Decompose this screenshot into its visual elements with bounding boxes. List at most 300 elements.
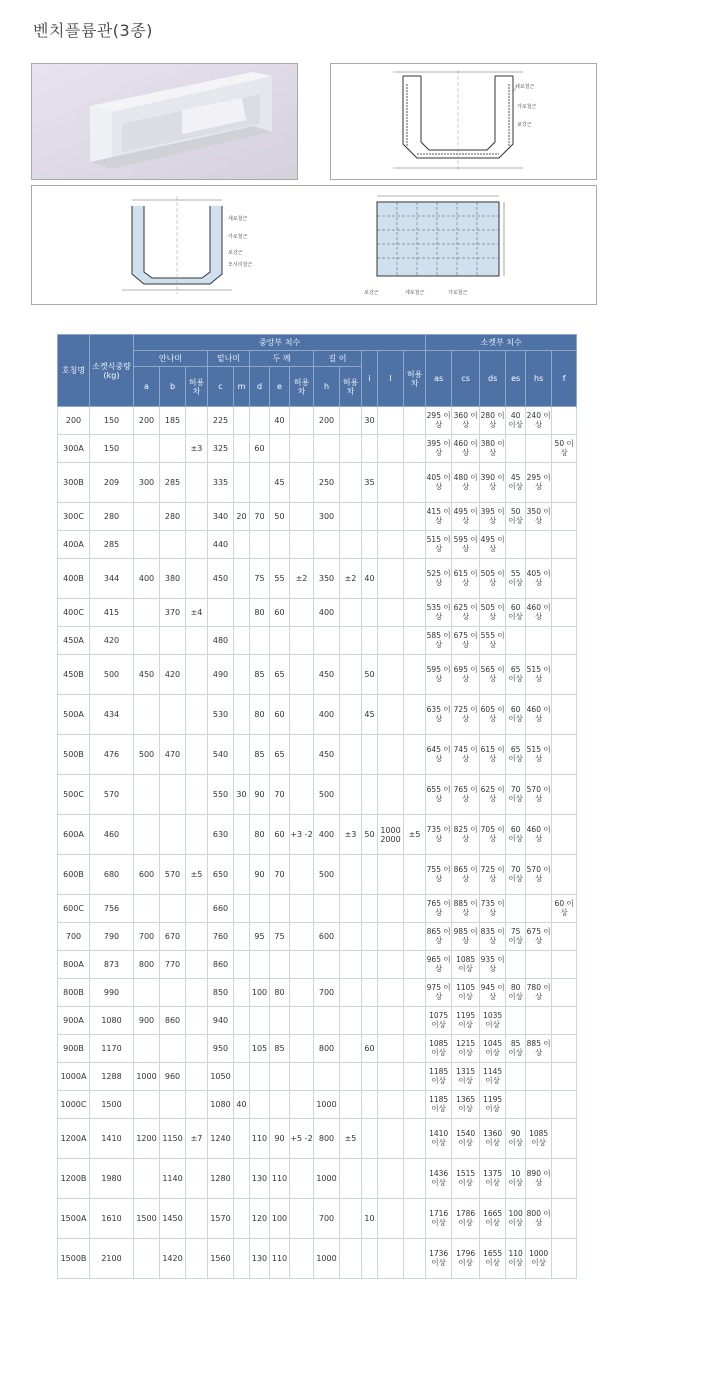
table-cell: 400: [314, 695, 340, 735]
table-cell: 90: [250, 775, 270, 815]
table-row: [58, 735, 577, 775]
label-reinforcement: 보강근: [517, 122, 532, 128]
table-cell: 200: [314, 407, 340, 435]
table-row: [58, 1199, 577, 1239]
table-cell: [404, 855, 426, 895]
table-cell: 500B: [58, 735, 90, 775]
header-f: f: [552, 351, 577, 407]
table-cell: 1000A: [58, 1063, 90, 1091]
table-cell: 70: [270, 775, 290, 815]
table-cell: [250, 531, 270, 559]
table-cell: 10: [362, 1199, 378, 1239]
table-cell: [340, 463, 362, 503]
table-cell: [186, 531, 208, 559]
table-cell: 505 이상: [480, 559, 506, 599]
header-m: m: [234, 367, 250, 407]
table-cell: [404, 627, 426, 655]
table-cell: [340, 1091, 362, 1119]
table-cell: 1000C: [58, 1091, 90, 1119]
table-cell: [378, 503, 404, 531]
table-cell: 1085 이상: [452, 951, 480, 979]
table-cell: [134, 815, 160, 855]
table-cell: 1000: [314, 1239, 340, 1279]
table-cell: 285: [160, 463, 186, 503]
table-cell: 70: [270, 855, 290, 895]
table-cell: [270, 627, 290, 655]
table-cell: 495 이상: [452, 503, 480, 531]
table-cell: 340: [208, 503, 234, 531]
table-cell: 935 이상: [480, 951, 506, 979]
table-cell: 800 이상: [526, 1199, 552, 1239]
table-cell: 985 이상: [452, 923, 480, 951]
table-cell: [378, 463, 404, 503]
table-cell: 500: [90, 655, 134, 695]
table-cell: 415 이상: [426, 503, 452, 531]
table-cell: 295 이상: [526, 463, 552, 503]
header-b: b: [160, 367, 186, 407]
table-cell: [362, 735, 378, 775]
header-hs: hs: [526, 351, 552, 407]
table-cell: 890 이상: [526, 1159, 552, 1199]
table-cell: [404, 735, 426, 775]
table-cell: [290, 1199, 314, 1239]
table-cell: 525 이상: [426, 559, 452, 599]
table-cell: [552, 655, 577, 695]
table-cell: ±2: [290, 559, 314, 599]
table-cell: 680: [90, 855, 134, 895]
table-cell: [552, 1199, 577, 1239]
table-cell: 865 이상: [426, 923, 452, 951]
table-cell: 40 이상: [506, 407, 526, 435]
table-cell: 1786 이상: [452, 1199, 480, 1239]
table-cell: 675 이상: [526, 923, 552, 951]
table-cell: [186, 627, 208, 655]
table-cell: [552, 735, 577, 775]
table-cell: 800: [314, 1035, 340, 1063]
table-cell: 120: [250, 1199, 270, 1239]
table-cell: 450: [314, 655, 340, 695]
table-cell: [186, 735, 208, 775]
table-cell: [234, 923, 250, 951]
table-cell: [160, 435, 186, 463]
table-cell: [362, 1239, 378, 1279]
table-cell: 1195 이상: [452, 1007, 480, 1035]
header-a: a: [134, 367, 160, 407]
table-cell: 400A: [58, 531, 90, 559]
table-cell: [250, 895, 270, 923]
table-cell: [290, 895, 314, 923]
table-cell: 400: [314, 815, 340, 855]
table-cell: 100: [270, 1199, 290, 1239]
table-cell: 1185 이상: [426, 1063, 452, 1091]
table-cell: [186, 1199, 208, 1239]
table-cell: 450: [314, 735, 340, 775]
table-cell: [362, 855, 378, 895]
table-cell: [506, 1091, 526, 1119]
table-cell: 250: [314, 463, 340, 503]
table-cell: 280: [160, 503, 186, 531]
table-cell: 60: [270, 815, 290, 855]
table-cell: [362, 1007, 378, 1035]
table-cell: [526, 435, 552, 463]
table-cell: 1736 이상: [426, 1239, 452, 1279]
table-cell: 900B: [58, 1035, 90, 1063]
table-row: [58, 627, 577, 655]
table-cell: [378, 599, 404, 627]
table-cell: 285: [90, 531, 134, 559]
table-cell: [340, 1199, 362, 1239]
table-cell: 415: [90, 599, 134, 627]
table-cell: 505 이상: [480, 599, 506, 627]
table-cell: 95: [250, 923, 270, 951]
table-cell: 1140: [160, 1159, 186, 1199]
page-title: 벤치플륨관(3종): [33, 21, 153, 40]
table-cell: [506, 1063, 526, 1091]
table-cell: 400: [314, 599, 340, 627]
header-d: d: [250, 367, 270, 407]
table-cell: 555 이상: [480, 627, 506, 655]
table-cell: [290, 1159, 314, 1199]
table-cell: 300A: [58, 435, 90, 463]
table-cell: [290, 1091, 314, 1119]
table-cell: [340, 855, 362, 895]
table-cell: 130: [250, 1239, 270, 1279]
table-cell: [234, 815, 250, 855]
table-cell: [290, 463, 314, 503]
header-thickness: 두 께: [250, 351, 314, 367]
table-cell: [234, 895, 250, 923]
table-cell: 470: [160, 735, 186, 775]
table-cell: [134, 1091, 160, 1119]
section-diagram-1: [330, 63, 597, 180]
table-cell: 1288: [90, 1063, 134, 1091]
table-cell: 50 이상: [552, 435, 577, 463]
table-cell: [526, 531, 552, 559]
table-row: [58, 951, 577, 979]
table-cell: 500A: [58, 695, 90, 735]
table-cell: [134, 1035, 160, 1063]
table-row: [58, 979, 577, 1007]
table-cell: 100 이상: [506, 1199, 526, 1239]
table-cell: [378, 531, 404, 559]
table-row: [58, 695, 577, 735]
table-cell: [250, 951, 270, 979]
table-cell: [378, 855, 404, 895]
table-cell: [234, 1035, 250, 1063]
header-tol-e: 허용차: [290, 367, 314, 407]
table-cell: 65 이상: [506, 735, 526, 775]
table-cell: 60 이상: [552, 895, 577, 923]
table-cell: [134, 627, 160, 655]
table-cell: 350: [314, 559, 340, 599]
table-cell: [340, 1035, 362, 1063]
table-cell: 1085 이상: [426, 1035, 452, 1063]
table-cell: 85 이상: [506, 1035, 526, 1063]
table-row: [58, 503, 577, 531]
table-cell: 1170: [90, 1035, 134, 1063]
table-cell: [404, 1063, 426, 1091]
table-cell: [290, 1239, 314, 1279]
table-cell: 380 이상: [480, 435, 506, 463]
table-cell: 1360 이상: [480, 1119, 506, 1159]
table-cell: 45: [270, 463, 290, 503]
table-cell: [378, 1119, 404, 1159]
table-cell: 1080: [90, 1007, 134, 1035]
table-cell: 1315 이상: [452, 1063, 480, 1091]
table-cell: [234, 1239, 250, 1279]
table-cell: [160, 1091, 186, 1119]
table-cell: [404, 923, 426, 951]
table-cell: [270, 895, 290, 923]
table-cell: ±7: [186, 1119, 208, 1159]
table-cell: [134, 979, 160, 1007]
table-cell: [234, 599, 250, 627]
table-cell: [186, 1007, 208, 1035]
header-tol-h: 허용차: [340, 367, 362, 407]
table-cell: 450: [134, 655, 160, 695]
table-row: [58, 923, 577, 951]
table-cell: [404, 1091, 426, 1119]
table-cell: [340, 503, 362, 531]
header-inner-width: 안나미: [134, 351, 208, 367]
table-cell: 900A: [58, 1007, 90, 1035]
table-cell: 825 이상: [452, 815, 480, 855]
table-cell: [186, 775, 208, 815]
table-cell: [340, 979, 362, 1007]
table-cell: 400: [134, 559, 160, 599]
header-i: i: [362, 351, 378, 407]
table-cell: 1085 이상: [526, 1119, 552, 1159]
table-cell: 1436 이상: [426, 1159, 452, 1199]
table-cell: 45 이상: [506, 463, 526, 503]
table-cell: [160, 895, 186, 923]
table-cell: [404, 1239, 426, 1279]
table-cell: 1080: [208, 1091, 234, 1119]
table-cell: 450: [208, 559, 234, 599]
table-cell: 835 이상: [480, 923, 506, 951]
table-cell: [186, 463, 208, 503]
table-cell: 100: [250, 979, 270, 1007]
table-cell: [340, 435, 362, 463]
table-cell: 1150: [160, 1119, 186, 1159]
table-cell: [552, 1007, 577, 1035]
table-cell: 1540 이상: [452, 1119, 480, 1159]
table-cell: 60: [270, 695, 290, 735]
table-cell: 975 이상: [426, 979, 452, 1007]
table-cell: [526, 1091, 552, 1119]
table-cell: [186, 655, 208, 695]
table-cell: 1000: [134, 1063, 160, 1091]
table-cell: 85: [250, 655, 270, 695]
table-cell: 90 이상: [506, 1119, 526, 1159]
label2-vertical-rebar: 세로철근: [228, 216, 248, 222]
table-cell: 595 이상: [426, 655, 452, 695]
table-cell: [404, 1119, 426, 1159]
table-cell: 85: [270, 1035, 290, 1063]
table-cell: [340, 599, 362, 627]
table-cell: [340, 695, 362, 735]
table-cell: 625 이상: [452, 599, 480, 627]
table-cell: 395 이상: [426, 435, 452, 463]
table-cell: [378, 1063, 404, 1091]
table-cell: 80: [250, 695, 270, 735]
table-cell: [526, 1007, 552, 1035]
table-cell: 30: [362, 407, 378, 435]
label-vertical-rebar: 세로철근: [515, 84, 535, 90]
table-cell: 60 이상: [506, 815, 526, 855]
table-cell: [234, 655, 250, 695]
table-cell: 1500: [134, 1199, 160, 1239]
table-row: [58, 775, 577, 815]
table-cell: [378, 559, 404, 599]
table-cell: 185: [160, 407, 186, 435]
table-cell: [506, 531, 526, 559]
table-cell: [526, 951, 552, 979]
table-cell: [378, 695, 404, 735]
table-cell: 940: [208, 1007, 234, 1035]
table-cell: 800A: [58, 951, 90, 979]
table-cell: [234, 855, 250, 895]
label2-corner-rebar: 모서리철근: [228, 262, 253, 268]
table-cell: 1410 이상: [426, 1119, 452, 1159]
table-cell: [270, 951, 290, 979]
table-cell: 600: [134, 855, 160, 895]
table-cell: 400B: [58, 559, 90, 599]
table-cell: [314, 951, 340, 979]
table-cell: 1500B: [58, 1239, 90, 1279]
table-cell: [270, 1007, 290, 1035]
table-cell: 530: [208, 695, 234, 735]
table-cell: 885 이상: [526, 1035, 552, 1063]
table-cell: [362, 895, 378, 923]
table-cell: 850: [208, 979, 234, 1007]
table-cell: 695 이상: [452, 655, 480, 695]
table-cell: 90: [250, 855, 270, 895]
table-cell: 60: [250, 435, 270, 463]
table-cell: [526, 627, 552, 655]
table-cell: 200: [134, 407, 160, 435]
table-cell: [234, 1063, 250, 1091]
table-cell: 300: [134, 463, 160, 503]
header-bottom-width: 밑나미: [208, 351, 250, 367]
table-cell: 150: [90, 407, 134, 435]
table-cell: 1145 이상: [480, 1063, 506, 1091]
table-cell: 860: [208, 951, 234, 979]
table-cell: 670: [160, 923, 186, 951]
table-cell: [378, 1035, 404, 1063]
table-cell: 1045 이상: [480, 1035, 506, 1063]
table-cell: 335: [208, 463, 234, 503]
table-cell: [404, 895, 426, 923]
table-cell: 756: [90, 895, 134, 923]
table-cell: 440: [208, 531, 234, 559]
table-cell: [160, 531, 186, 559]
table-cell: [314, 627, 340, 655]
table-cell: 65 이상: [506, 655, 526, 695]
table-cell: 1716 이상: [426, 1199, 452, 1239]
table-cell: [552, 1159, 577, 1199]
table-cell: [340, 655, 362, 695]
table-cell: [526, 1063, 552, 1091]
table-cell: [506, 895, 526, 923]
table-cell: [290, 1063, 314, 1091]
table-cell: [552, 979, 577, 1007]
table-cell: 535 이상: [426, 599, 452, 627]
table-cell: 35: [362, 463, 378, 503]
table-cell: [552, 531, 577, 559]
table-cell: [186, 1159, 208, 1199]
table-cell: [134, 695, 160, 735]
table-cell: [290, 1035, 314, 1063]
table-cell: [134, 435, 160, 463]
table-cell: 600: [314, 923, 340, 951]
table-cell: 390 이상: [480, 463, 506, 503]
table-cell: 150: [90, 435, 134, 463]
table-cell: 1375 이상: [480, 1159, 506, 1199]
table-cell: 300B: [58, 463, 90, 503]
table-cell: [290, 775, 314, 815]
table-cell: [314, 531, 340, 559]
table-cell: [290, 503, 314, 531]
table-cell: [134, 1239, 160, 1279]
table-cell: [378, 735, 404, 775]
table-cell: [290, 407, 314, 435]
table-cell: [378, 1199, 404, 1239]
table-cell: [362, 1159, 378, 1199]
table-cell: [290, 627, 314, 655]
table-cell: 1500A: [58, 1199, 90, 1239]
table-cell: [552, 627, 577, 655]
table-cell: [340, 531, 362, 559]
label3-reinforcement: 보강근: [364, 290, 379, 296]
table-cell: [290, 951, 314, 979]
table-row: [58, 1091, 577, 1119]
table-cell: [290, 979, 314, 1007]
table-cell: 80: [270, 979, 290, 1007]
label3-vertical-rebar: 세로철근: [405, 290, 425, 296]
table-cell: [234, 1199, 250, 1239]
header-depth: 길 이: [314, 351, 362, 367]
table-cell: [362, 1091, 378, 1119]
header-c: c: [208, 367, 234, 407]
cross-section-drawing: [331, 64, 596, 179]
table-cell: [290, 923, 314, 951]
table-row: [58, 1239, 577, 1279]
table-cell: [290, 1007, 314, 1035]
table-cell: 800: [314, 1119, 340, 1159]
table-row: [58, 1035, 577, 1063]
table-cell: [186, 815, 208, 855]
table-cell: 495 이상: [480, 531, 506, 559]
table-cell: 80 이상: [506, 979, 526, 1007]
table-cell: [234, 435, 250, 463]
table-cell: [404, 951, 426, 979]
table-cell: 765 이상: [452, 775, 480, 815]
table-cell: 460 이상: [452, 435, 480, 463]
table-cell: 30: [234, 775, 250, 815]
table-cell: 760: [208, 923, 234, 951]
table-cell: [404, 979, 426, 1007]
table-cell: 865 이상: [452, 855, 480, 895]
table-cell: 735 이상: [480, 895, 506, 923]
label-horizontal-rebar: 가로철근: [517, 104, 537, 110]
table-cell: [314, 1007, 340, 1035]
table-cell: [160, 1035, 186, 1063]
table-cell: [290, 735, 314, 775]
table-cell: [378, 951, 404, 979]
header-weight: 소켓식중량(kg): [90, 335, 134, 407]
table-cell: [250, 1063, 270, 1091]
